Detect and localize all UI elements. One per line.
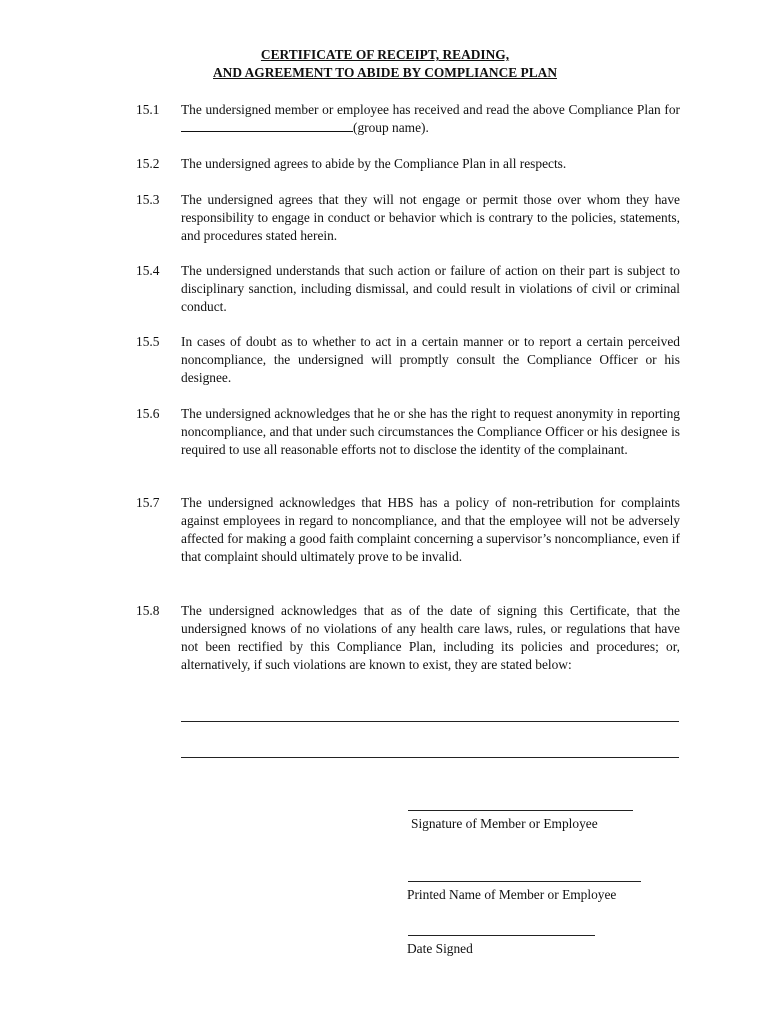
date-signed-label: Date Signed: [407, 941, 473, 956]
section-15-3: [136, 191, 680, 245]
title-line-2: AND AGREEMENT TO ABIDE BY COMPLIANCE PLAN: [213, 65, 557, 80]
section-text: The undersigned agrees to abide by the Compliance Plan in all respects.: [181, 156, 567, 171]
violations-line-2[interactable]: [181, 757, 679, 758]
section-text: In cases of doubt as to whether to act in a certain manner or to report a certain perceived noncompliance, the undersigned will promptly consult the Compliance Officer or his designee.: [181, 334, 680, 385]
title-line-1: CERTIFICATE OF RECEIPT, READING,: [260, 47, 510, 62]
section-text: The undersigned acknowledges that as of the date of signing this Certificate, that the undersigned knows of no violations of any health care laws, rules, or regulations that have not been rectified by this Compliance Plan, including its policies and procedures; or, alternatively, if such violations are known to exist, they are stated below:: [181, 603, 680, 672]
section-15-6: [136, 405, 680, 459]
section-number: 15.7: [136, 495, 160, 510]
section-15-5: [136, 333, 680, 387]
section-number: 15.6: [136, 406, 160, 421]
document-title: [150, 46, 620, 82]
printed-name-label: Printed Name of Member or Employee: [407, 887, 617, 902]
section-15-8: [136, 602, 680, 674]
section-number: 15.1: [136, 102, 160, 117]
section-number: 15.5: [136, 334, 160, 349]
section-text: The undersigned agrees that they will not engage or permit those over whom they have responsibility to engage in conduct or behavior which is contrary to the policies, statements, and procedures stated herein.: [181, 192, 680, 243]
signature-line[interactable]: [408, 810, 633, 811]
section-15-1: [136, 101, 680, 137]
section-text: The undersigned acknowledges that he or she has the right to request anonymity in reporting noncompliance, and that under such circumstances the Compliance Officer or his designee is required to use all reasonable efforts not to disclose the identity of the complainant.: [181, 406, 680, 457]
section-number: 15.3: [136, 192, 160, 207]
section-text: The undersigned acknowledges that HBS has a policy of non-retribution for complaints against employees in regard to noncompliance, and that the employee will not be adversely affected for making a good faith complaint concerning a supervisor’s noncompliance, even if that complaint should ultimately prove to be invalid.: [181, 495, 680, 564]
date-signed-line[interactable]: [408, 935, 595, 936]
section-text: [181, 101, 680, 137]
section-number: 15.8: [136, 603, 160, 618]
printed-name-line[interactable]: [408, 881, 641, 882]
group-name-blank[interactable]: [181, 119, 353, 132]
section-number: 15.2: [136, 156, 160, 171]
section-text: The undersigned understands that such action or failure of action on their part is subject to disciplinary sanction, including dismissal, and could result in violations of civil or criminal conduct.: [181, 263, 680, 314]
signature-label: Signature of Member or Employee: [411, 816, 598, 831]
violations-line-1[interactable]: [181, 721, 679, 722]
section-text-before: The undersigned member or employee has received and read the above Compliance Plan for: [181, 102, 680, 117]
section-number: 15.4: [136, 263, 160, 278]
section-15-4: [136, 262, 680, 316]
section-text-after: (group name).: [353, 120, 429, 135]
section-15-2: [136, 155, 680, 173]
section-15-7: [136, 494, 680, 566]
